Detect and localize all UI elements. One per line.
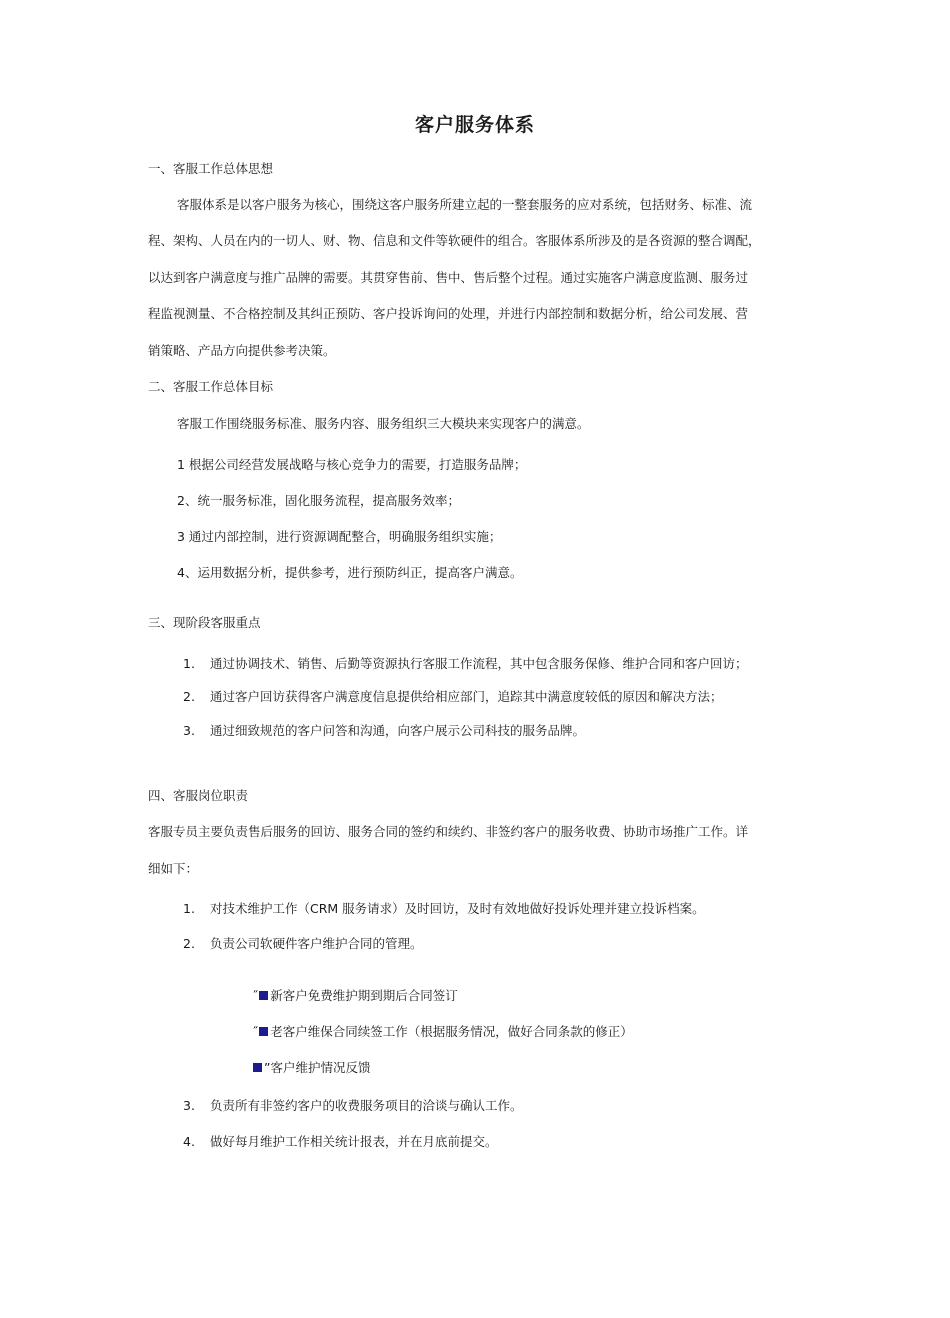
bullet-mark: ˝ [252, 1024, 259, 1039]
list-item-number: 3. [183, 1098, 195, 1113]
list-item-text: 做好每月维护工作相关统计报表，并在月底前提交。 [210, 1134, 498, 1149]
paragraph-line: 以达到客户满意度与推广品牌的需要。其贯穿售前、售中、售后整个过程。通过实施客户满意度监测、服务过 [148, 270, 749, 285]
goal-item: 1 根据公司经营发展战略与核心竞争力的需要，打造服务品牌； [177, 457, 527, 472]
sub-bullet-item [252, 1024, 633, 1040]
list-item-number: 1. [183, 656, 195, 671]
paragraph-line: 销策略、产品方向提供参考决策。 [148, 343, 336, 358]
square-bullet-icon [259, 1027, 268, 1036]
list-item-text: 通过细致规范的客户问答和沟通，向客户展示公司科技的服务品牌。 [210, 723, 586, 738]
section-heading-3: 三、现阶段客服重点 [148, 615, 261, 630]
page-title: 客户服务体系 [414, 114, 535, 136]
section-heading-1: 一、客服工作总体思想 [148, 161, 274, 176]
list-item-text: 通过客户回访获得客户满意度信息提供给相应部门，追踪其中满意度较低的原因和解决方法； [210, 689, 723, 704]
list-item-number: 2. [183, 936, 195, 951]
goal-item: 3 通过内部控制，进行资源调配整合，明确服务组织实施； [177, 529, 502, 544]
square-bullet-icon [253, 1063, 262, 1072]
paragraph-line: 客服工作围绕服务标准、服务内容、服务组织三大模块来实现客户的满意。 [177, 416, 590, 431]
goal-item: 4、运用数据分析，提供参考，进行预防纠正，提高客户满意。 [177, 565, 523, 580]
list-item-number: 4. [183, 1134, 195, 1149]
list-item-text: 对技术维护工作（CRM 服务请求）及时回访，及时有效地做好投诉处理并建立投诉档案。 [210, 901, 705, 916]
sub-bullet-text: 老客户维保合同续签工作（根据服务情况，做好合同条款的修正） [270, 1024, 633, 1039]
list-item-text: 负责所有非签约客户的收费服务项目的洽谈与确认工作。 [210, 1098, 523, 1113]
paragraph-line: 程监视测量、不合格控制及其纠正预防、客户投诉询问的处理，并进行内部控制和数据分析，给公司发展、营 [148, 306, 749, 321]
list-item-text: 负责公司软硬件客户维护合同的管理。 [210, 936, 423, 951]
bullet-mark: ˝ [252, 988, 259, 1003]
section-heading-4: 四、客服岗位职责 [148, 788, 249, 803]
list-item-number: 2. [183, 689, 195, 704]
paragraph-line: 细如下： [148, 861, 199, 876]
square-bullet-icon [259, 991, 268, 1000]
paragraph-line: 客服专员主要负责售后服务的回访、服务合同的签约和续约、非签约客户的服务收费、协助市场推广工作。详 [148, 824, 749, 839]
section-heading-2: 二、客服工作总体目标 [148, 379, 274, 394]
sub-bullet-text: ”客户维护情况反馈 [264, 1060, 371, 1075]
sub-bullet-item [252, 988, 458, 1004]
paragraph-line: 程、架构、人员在内的一切人、财、物、信息和文件等软硬件的组合。客服体系所涉及的是各资源的整合调配， [148, 233, 761, 248]
paragraph-line: 客服体系是以客户服务为核心，围绕这客户服务所建立起的一整套服务的应对系统，包括财务、标准、流 [177, 197, 753, 212]
list-item-text: 通过协调技术、销售、后勤等资源执行客服工作流程，其中包含服务保修、维护合同和客户回访； [210, 656, 748, 671]
list-item-number: 3. [183, 723, 195, 738]
sub-bullet-item [252, 1060, 370, 1076]
goal-item: 2、统一服务标准，固化服务流程，提高服务效率； [177, 493, 460, 508]
list-item-number: 1. [183, 901, 195, 916]
sub-bullet-text: 新客户免费维护期到期后合同签订 [270, 988, 458, 1003]
